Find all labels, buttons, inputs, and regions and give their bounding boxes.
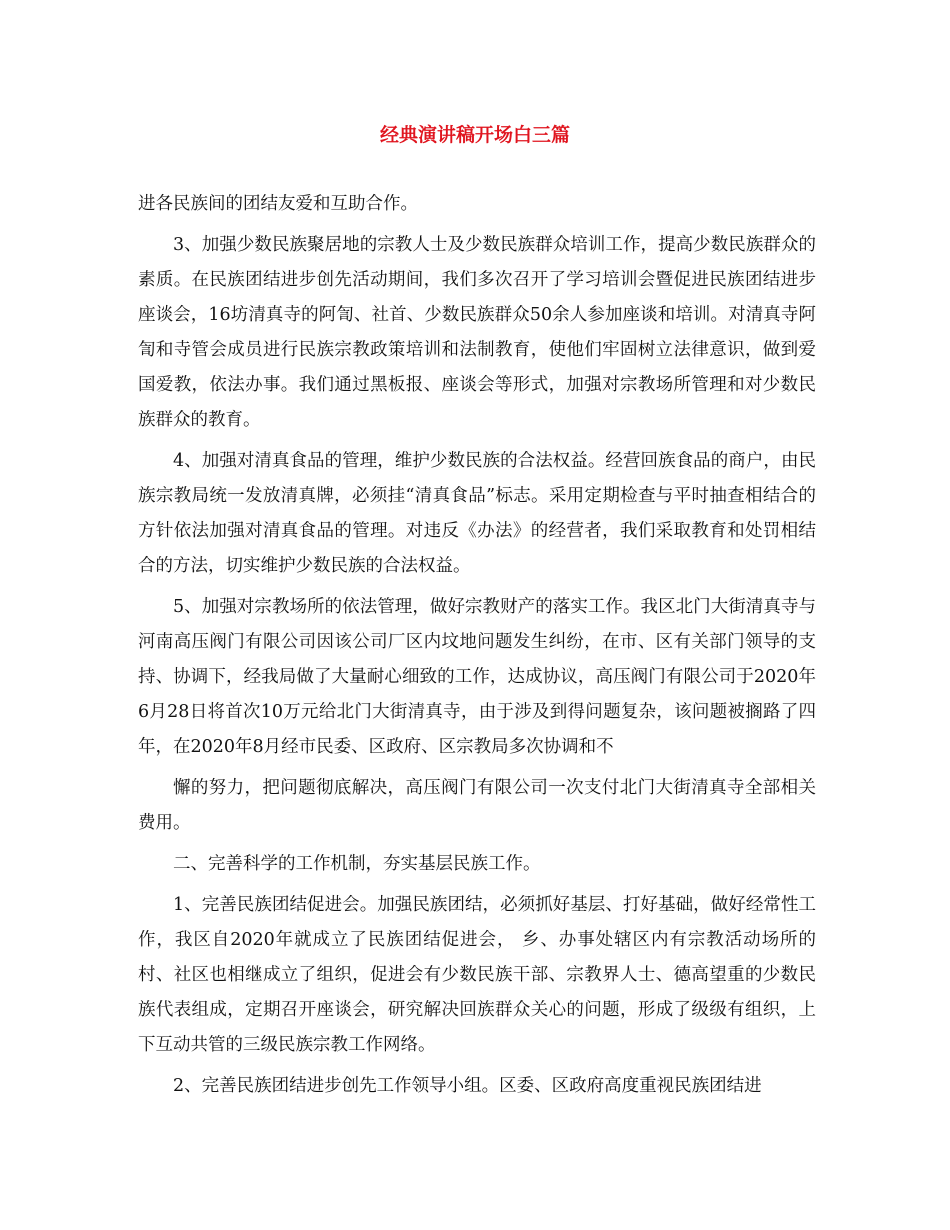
paragraph: 1、完善民族团结促进会。加强民族团结，必须抓好基层、打好基础，做好经常性工作，我区自2020年就成立了民族团结促进会， 乡、办事处辖区内有宗教活动场所的村、社区也相继成立了组织，促进会有少数民族干部、宗教界人士、德高望重的少数民族代表组成，定期召开座谈会，研究解决回族群众关心的问题，形成了级级有组织，上下互动共管的三级民族宗教工作网络。	[138, 895, 816, 1055]
paragraph: 懈的努力，把问题彻底解决，高压阀门有限公司一次支付北门大街清真寺全部相关费用。	[138, 778, 816, 833]
document-body	[138, 187, 816, 1110]
paragraph: 3、加强少数民族聚居地的宗教人士及少数民族群众培训工作，提高少数民族群众的素质。在民族团结进步创先活动期间，我们多次召开了学习培训会暨促进民族团结进步座谈会，16坊清真寺的阿訇、社首、少数民族群众50余人参加座谈和培训。对清真寺阿訇和寺管会成员进行民族宗教政策培训和法制教育，使他们牢固树立法律意识，做到爱国爱教，依法办事。我们通过黑板报、座谈会等形式，加强对宗教场所管理和对少数民族群众的教育。	[138, 235, 816, 430]
paragraph: 2、完善民族团结进步创先工作领导小组。区委、区政府高度重视民族团结进	[173, 1076, 762, 1096]
paragraph: 4、加强对清真食品的管理，维护少数民族的合法权益。经营回族食品的商户，由民族宗教局统一发放清真牌，必须挂“清真食品”标志。采用定期检查与平时抽查相结合的方针依法加强对清真食品的管理。对违反《办法》的经营者，我们采取教育和处罚相结合的方法，切实维护少数民族的合法权益。	[138, 451, 816, 576]
paragraph: 5、加强对宗教场所的依法管理，做好宗教财产的落实工作。我区北门大街清真寺与河南高压阀门有限公司因该公司厂区内坟地问题发生纠纷，在市、区有关部门领导的支持、协调下，经我局做了大量耐心细致的工作，达成协议，高压阀门有限公司于2020年6月28日将首次10万元给北门大街清真寺，由于涉及到得问题复杂，该问题被搁路了四年，在2020年8月经市民委、区政府、区宗教局多次协调和不	[138, 597, 816, 757]
paragraph: 进各民族间的团结友爱和互助合作。	[138, 194, 418, 214]
paragraph: 二、完善科学的工作机制，夯实基层民族工作。	[173, 854, 541, 874]
document-title: 经典演讲稿开场白三篇	[379, 124, 570, 146]
